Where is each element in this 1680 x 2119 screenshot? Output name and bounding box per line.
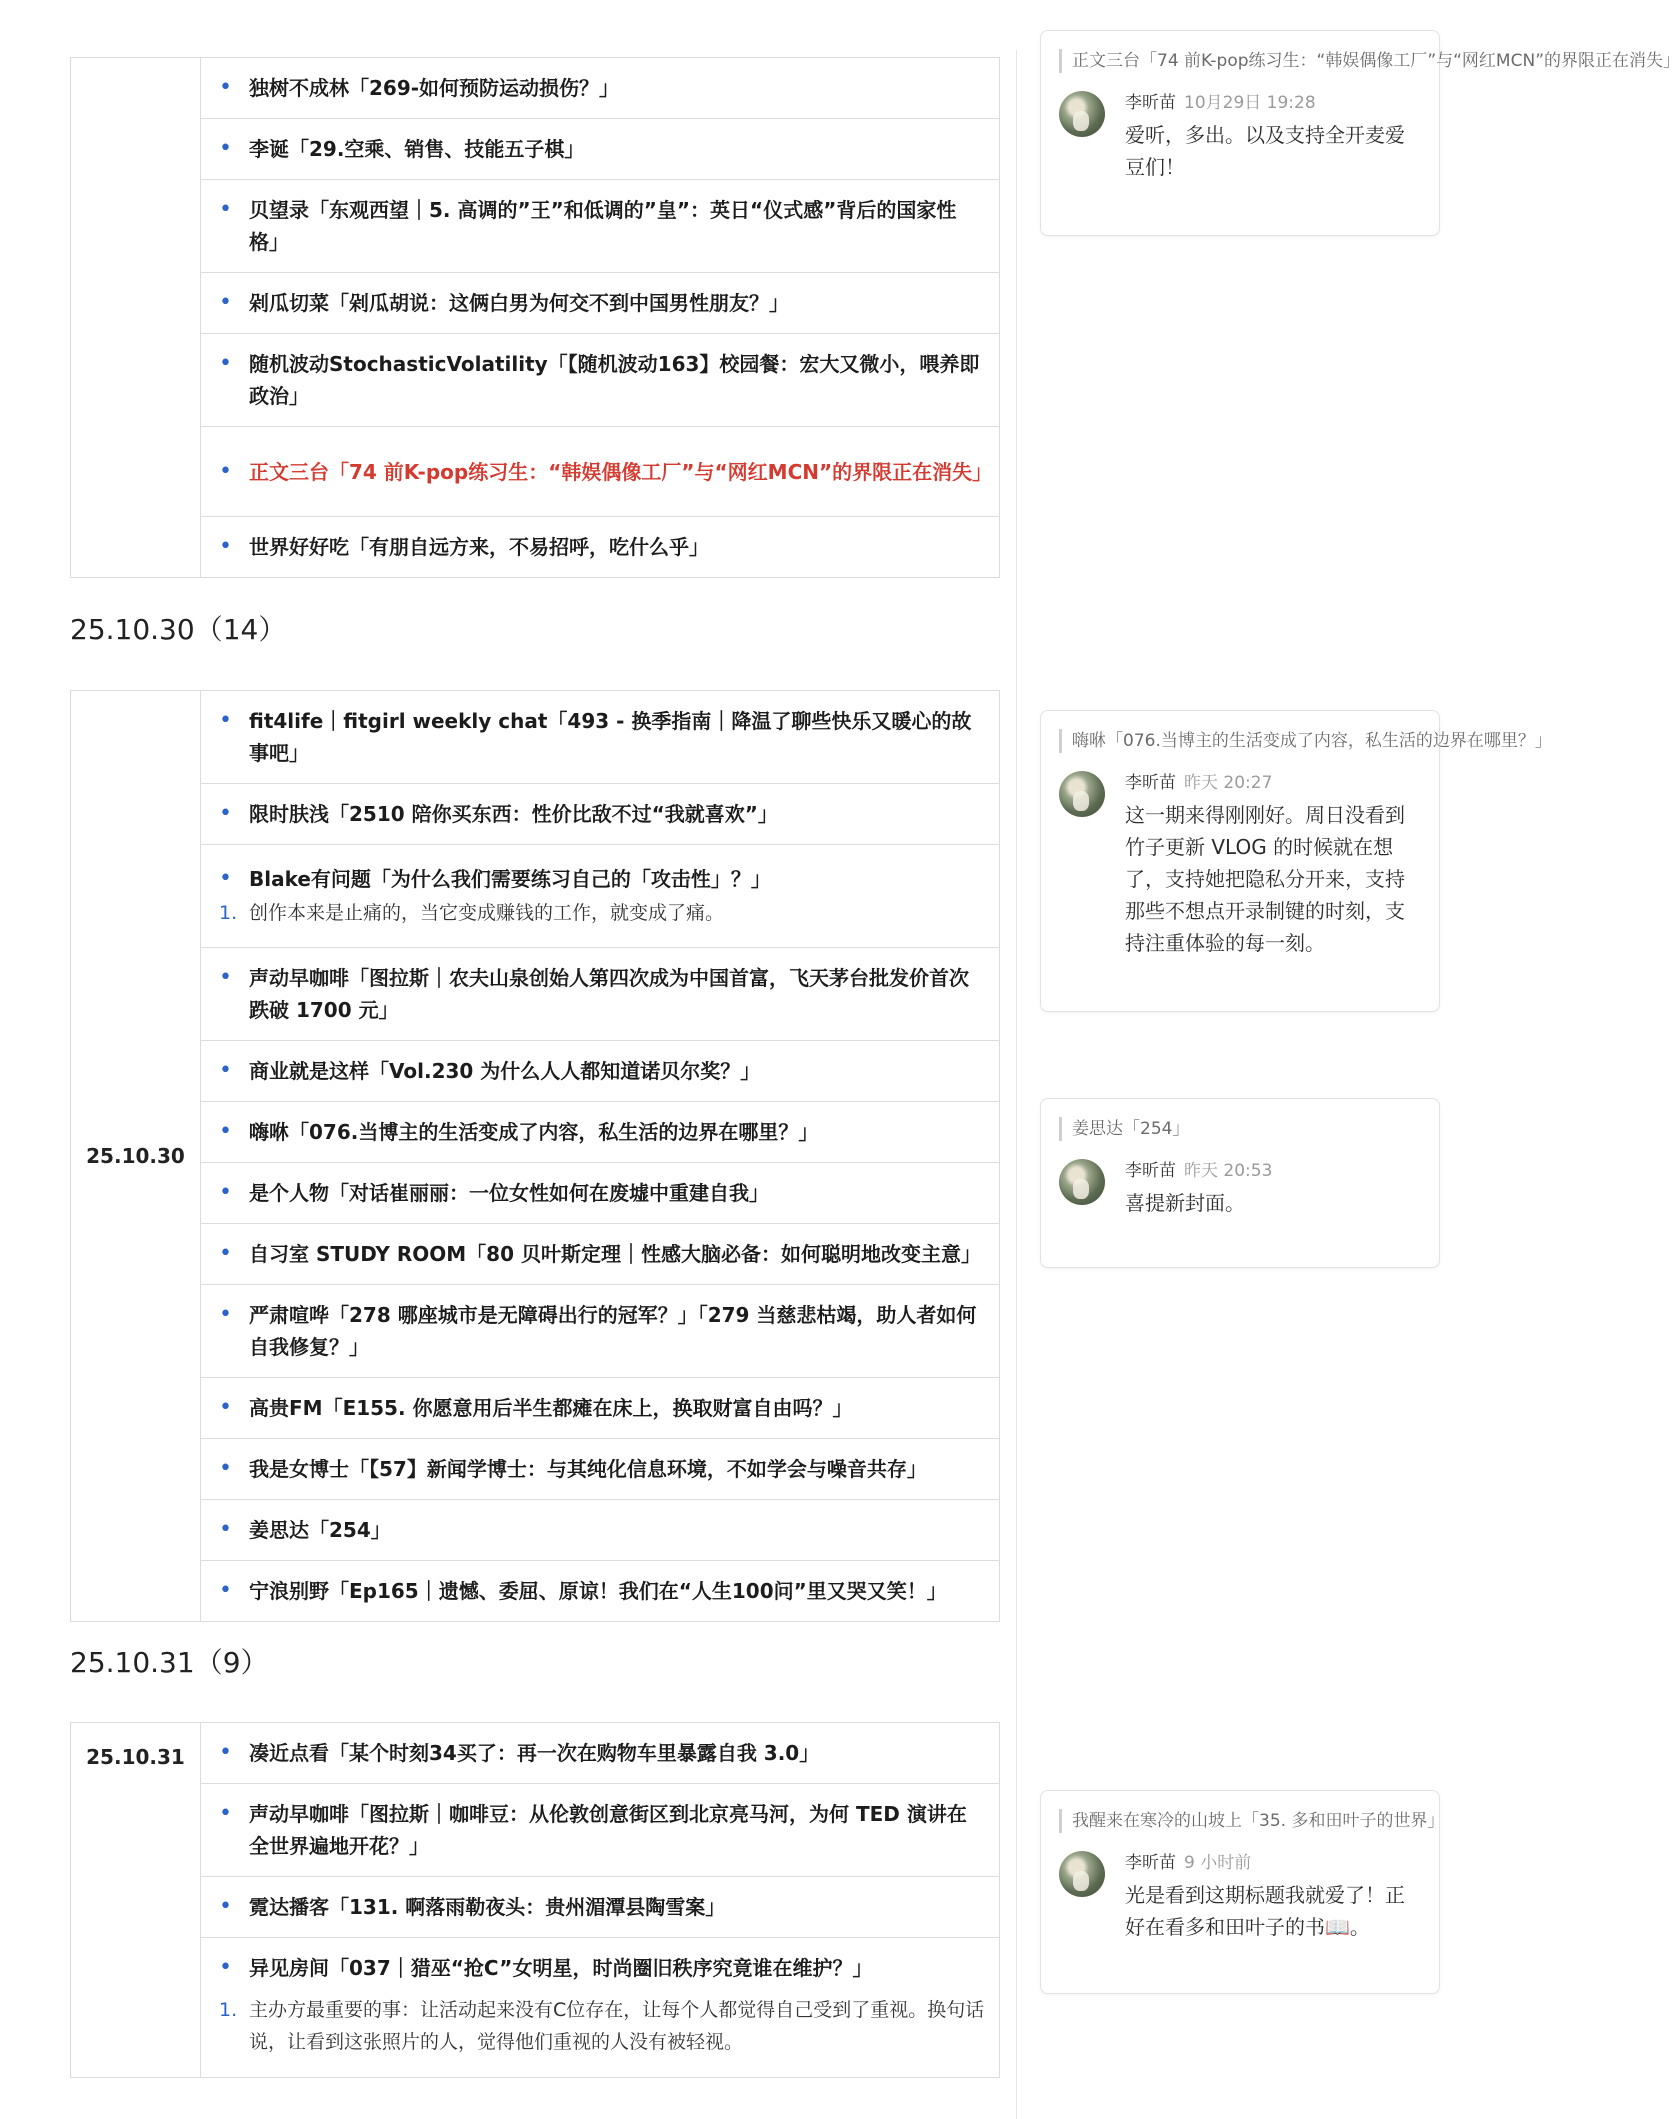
list-item[interactable] (201, 427, 1000, 517)
avatar[interactable] (1059, 771, 1105, 817)
bullet-icon: • (219, 351, 232, 376)
entry-text: 我是女博士「【57】新闻学博士：与其纯化信息环境，不如学会与噪音共存」 (249, 1457, 927, 1481)
day-heading: 25.10.30（14） (70, 613, 287, 646)
list-item[interactable] (201, 1938, 1000, 2078)
column-divider (1016, 50, 1017, 2119)
comment-author[interactable]: 李昕苗 (1125, 93, 1176, 113)
bullet-icon: • (219, 1894, 232, 1919)
bullet-icon: • (219, 1395, 232, 1420)
comment-author[interactable]: 李昕苗 (1125, 1161, 1176, 1181)
date-cell: 25.10.31 (71, 1723, 201, 2078)
entry-text: 声动早咖啡「图拉斯｜农夫山泉创始人第四次成为中国首富，飞天茅台批发价首次跌破 1700 元」 (249, 966, 969, 1022)
entry-text: 异见房间「037｜猎巫“抢C”女明星，时尚圈旧秩序究竟谁在维护？」 (249, 1956, 873, 1980)
list-item[interactable] (201, 948, 1000, 1041)
list-item[interactable] (201, 1041, 1000, 1102)
entry-text: 是个人物「对话崔丽丽：一位女性如何在废墟中重建自我」 (249, 1181, 769, 1205)
bullet-icon: • (219, 197, 232, 222)
list-item[interactable] (201, 1723, 1000, 1784)
entry-text: 嗨咻「076.当博主的生活变成了内容，私生活的边界在哪里？」 (249, 1120, 819, 1144)
list-item[interactable] (201, 180, 1000, 273)
comment-quote[interactable]: 我醒来在寒冷的山坡上「35. 多和田叶子的世界」 (1059, 1809, 1421, 1833)
comment-text: 光是看到这期标题我就爱了！正好在看多和田叶子的书📖。 (1125, 1883, 1405, 1939)
comment-quote[interactable]: 姜思达「254」 (1059, 1117, 1421, 1141)
list-item[interactable] (201, 1877, 1000, 1938)
comment-time: 9 小时前 (1184, 1853, 1252, 1873)
bullet-icon: • (219, 136, 232, 161)
avatar[interactable] (1059, 1159, 1105, 1205)
date-cell: 25.10.30 (71, 691, 201, 1622)
bullet-icon: • (219, 1955, 232, 1980)
entry-text: 李诞「29.空乘、销售、技能五子棋」 (249, 137, 585, 161)
comment-time: 昨天 20:27 (1184, 773, 1273, 793)
entry-text: 自习室 STUDY ROOM「80 贝叶斯定理｜性感大脑必备：如何聪明地改变主意」 (249, 1242, 981, 1266)
entry-text: fit4life｜fitgirl weekly chat「493 - 换季指南｜降温了聊些快乐又暖心的故事吧」 (249, 709, 972, 765)
entry-text: 姜思达「254」 (249, 1518, 391, 1542)
entry-text: 剁瓜切菜「剁瓜胡说：这俩白男为何交不到中国男性朋友？」 (249, 291, 789, 315)
bullet-icon: • (219, 290, 232, 315)
comment-card[interactable] (1040, 1098, 1440, 1268)
entry-text: 高贵FM「E155. 你愿意用后半生都瘫在床上，换取财富自由吗？」 (249, 1396, 853, 1420)
bullet-icon: • (219, 1058, 232, 1083)
list-item[interactable] (201, 334, 1000, 427)
bullet-icon: • (219, 1578, 232, 1603)
entry-text: 霓达播客「131. 啊落雨勒夜头：贵州湄潭县陶雪案」 (249, 1895, 726, 1919)
comment-quote[interactable]: 嗨咻「076.当博主的生活变成了内容，私生活的边界在哪里？」 (1059, 729, 1421, 753)
comment-text: 这一期来得刚刚好。周日没看到竹子更新 VLOG 的时候就在想了，支持她把隐私分开来，支持那些不想点开录制键的时刻，支持注重体验的每一刻。 (1125, 803, 1405, 955)
bullet-icon: • (219, 534, 232, 559)
entry-text: Blake有问题「为什么我们需要练习自己的「攻击性」？」 (249, 867, 771, 891)
date-cell (71, 58, 201, 578)
comment-text: 爱听，多出。以及支持全开麦爱豆们！ (1125, 123, 1405, 179)
comment-time: 10月29日 19:28 (1184, 93, 1316, 113)
avatar[interactable] (1059, 91, 1105, 137)
entry-text: 严肃喧哗「278 哪座城市是无障碍出行的冠军？」「279 当慈悲枯竭，助人者如何自我修复？」 (249, 1303, 977, 1359)
comment-quote[interactable]: 正文三台「74 前K-pop练习生：“韩娱偶像工厂”与“网红MCN”的界限正在消失」 (1059, 49, 1421, 73)
note-number: 1. (219, 902, 238, 924)
list-item[interactable] (201, 1378, 1000, 1439)
list-item[interactable] (201, 517, 1000, 578)
bullet-icon: • (219, 1801, 232, 1826)
bullet-icon: • (219, 1119, 232, 1144)
note-text: 主办方最重要的事：让活动起来没有C位存在，让每个人都觉得自己受到了重视。换句话说，让看到这张照片的人，觉得他们重视的人没有被轻视。 (249, 1999, 985, 2053)
list-item[interactable] (201, 691, 1000, 784)
list-item[interactable] (201, 273, 1000, 334)
entry-text: 世界好好吃「有朋自远方来，不易招呼，吃什么乎」 (249, 535, 709, 559)
day-heading: 25.10.31（9） (70, 1646, 269, 1679)
list-item[interactable] (201, 845, 1000, 948)
day-table-prev (70, 57, 1000, 578)
bullet-icon: • (219, 866, 232, 891)
entry-text: 独树不成林「269-如何预防运动损伤？」 (249, 76, 620, 100)
entry-text-highlighted: 正文三台「74 前K-pop练习生：“韩娱偶像工厂”与“网红MCN”的界限正在消失」 (249, 459, 993, 484)
note-number: 1. (219, 1999, 238, 2021)
bullet-icon: • (219, 1740, 232, 1765)
list-item[interactable] (201, 784, 1000, 845)
list-item[interactable] (201, 58, 1000, 119)
comment-author[interactable]: 李昕苗 (1125, 773, 1176, 793)
entry-text: 随机波动StochasticVolatility「【随机波动163】校园餐：宏大又微小，喂养即政治」 (249, 352, 980, 408)
bullet-icon: • (219, 1302, 232, 1327)
day-table-1030 (70, 690, 1000, 1622)
comment-card[interactable] (1040, 1790, 1445, 1994)
comment-text: 喜提新封面。 (1125, 1191, 1245, 1215)
list-item[interactable] (201, 1102, 1000, 1163)
list-item[interactable] (201, 119, 1000, 180)
list-item[interactable] (201, 1439, 1000, 1500)
bullet-icon: • (219, 1456, 232, 1481)
note-text: 创作本来是止痛的，当它变成赚钱的工作，就变成了痛。 (249, 902, 725, 924)
bullet-icon: • (219, 1241, 232, 1266)
entry-text: 声动早咖啡「图拉斯｜咖啡豆：从伦敦创意街区到北京亮马河，为何 TED 演讲在全世界遍地开花？」 (249, 1802, 967, 1858)
comment-time: 昨天 20:53 (1184, 1161, 1273, 1181)
list-item[interactable] (201, 1784, 1000, 1877)
bullet-icon: • (219, 75, 232, 100)
entry-text: 凑近点看「某个时刻34买了：再一次在购物车里暴露自我 3.0」 (249, 1741, 820, 1765)
list-item[interactable] (201, 1285, 1000, 1378)
list-item[interactable] (201, 1561, 1000, 1622)
entry-text: 宁浪别野「Ep165｜遗憾、委屈、原谅！我们在“人生100问”里又哭又笑！」 (249, 1579, 947, 1603)
entry-text: 商业就是这样「Vol.230 为什么人人都知道诺贝尔奖？」 (249, 1059, 761, 1083)
avatar[interactable] (1059, 1851, 1105, 1897)
bullet-icon: • (219, 801, 232, 826)
entry-text: 限时肤浅「2510 陪你买东西：性价比敌不过“我就喜欢”」 (249, 802, 778, 826)
comment-author[interactable]: 李昕苗 (1125, 1853, 1176, 1873)
comment-card[interactable] (1040, 710, 1552, 1012)
entry-text: 贝望录「东观西望｜5. 高调的”王”和低调的”皇”：英日“仪式感”背后的国家性格」 (249, 198, 957, 254)
bullet-icon: • (219, 708, 232, 733)
bullet-icon: • (219, 458, 232, 484)
list-item[interactable] (201, 1500, 1000, 1561)
day-table-1031 (70, 1722, 1000, 2078)
bullet-icon: • (219, 965, 232, 990)
bullet-icon: • (219, 1180, 232, 1205)
list-item[interactable] (201, 1224, 1000, 1285)
bullet-icon: • (219, 1517, 232, 1542)
list-item[interactable] (201, 1163, 1000, 1224)
comment-card[interactable] (1040, 30, 1680, 236)
